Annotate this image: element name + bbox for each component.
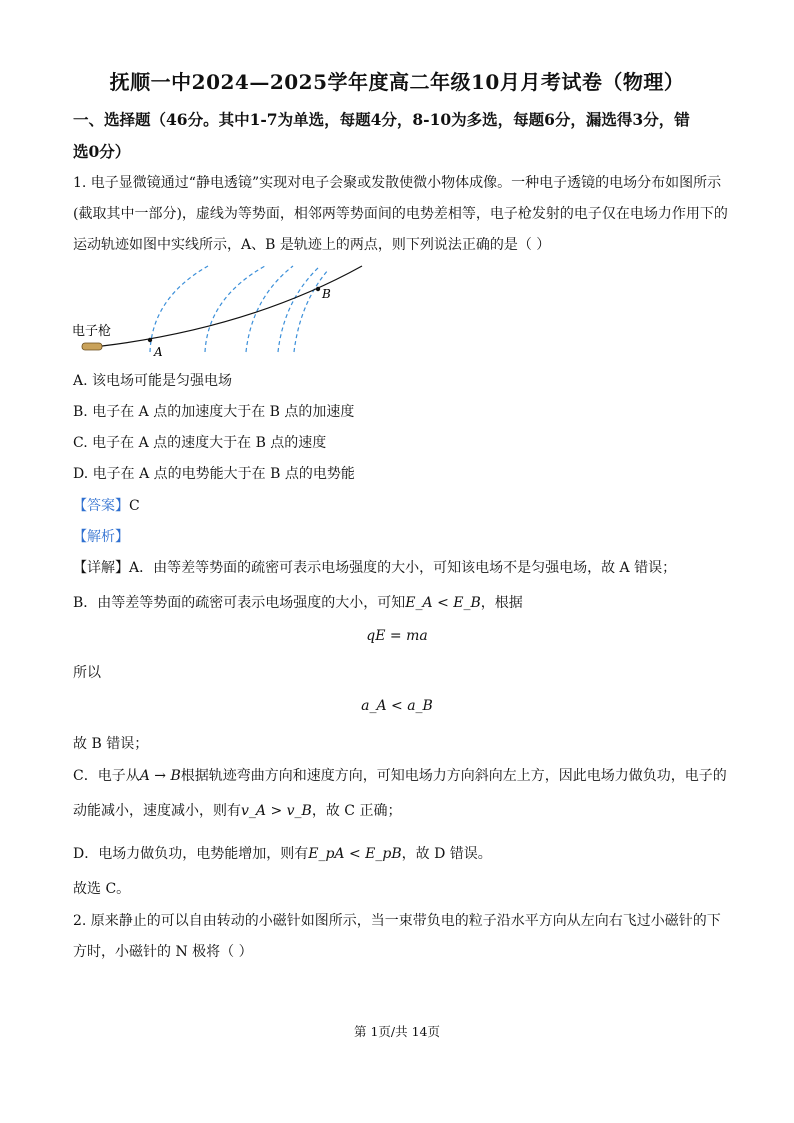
- q1-option-b: B. 电子在 A 点的加速度大于在 B 点的加速度: [73, 404, 355, 420]
- equipotential-line-3: [246, 266, 293, 352]
- answer-tag: 【答案】: [73, 498, 129, 514]
- equipotential-lines: [150, 266, 328, 352]
- equipotential-line-5: [294, 270, 328, 352]
- detail-b-text: B．由等差等势面的疏密可表示电场强度的大小，可知: [73, 595, 406, 611]
- detail-a-line: [73, 557, 676, 577]
- answer-line: [73, 495, 140, 515]
- point-b-label: B: [322, 287, 331, 301]
- detail-a-text: A．由等差等势面的疏密可表示电场强度的大小，可知该电场不是匀强电场，故 A 错误；: [129, 560, 677, 576]
- q1-figure: [70, 258, 370, 362]
- q1-stem-line1: 1. 电子显微镜通过“静电透镜”实现对电子会聚或发散使微小物体成像。一种电子透镜的电场分布如图所示: [73, 175, 722, 191]
- point-a-dot: [148, 338, 152, 342]
- q1-option-c: C. 电子在 A 点的速度大于在 B 点的速度: [73, 435, 327, 451]
- electron-trajectory: [102, 266, 362, 346]
- section-heading-line2: 选0分）: [73, 142, 131, 161]
- detail-b-relation: E_A < E_B: [405, 595, 481, 611]
- q2-stem-line1: 2. 原来静止的可以自由转动的小磁针如图所示，当一束带负电的粒子沿水平方向从左向右飞过小磁针的下: [73, 913, 721, 929]
- equation-qe-ma: qE = ma: [366, 628, 428, 644]
- equipotential-line-1: [150, 266, 208, 352]
- so-text: 所以: [73, 665, 101, 681]
- detail-c-line1: C．电子从A → B根据轨迹弯曲方向和速度方向，可知电场力方向斜向左上方，因此电场力做负功，电子的: [73, 768, 727, 784]
- detail-c-line2: 动能减小，速度减小，则有v_A > v_B，故 C 正确；: [73, 803, 402, 819]
- page-title: 抚顺一中2024—2025学年度高二年级10月月考试卷（物理）: [109, 70, 685, 94]
- b-wrong-text: 故 B 错误；: [73, 736, 149, 752]
- q2-stem-line2: 方时，小磁针的 N 极将（ ）: [73, 944, 253, 960]
- point-a-label: A: [154, 345, 163, 359]
- equipotential-line-2: [205, 266, 265, 352]
- page-footer: 第 1页/共 14页: [353, 1024, 441, 1039]
- q1-option-a: A. 该电场可能是匀强电场: [73, 373, 233, 389]
- analysis-tag: 【解析】: [73, 529, 129, 545]
- answer-value: C: [129, 498, 140, 514]
- conclusion-text: 故选 C。: [73, 881, 131, 897]
- detail-c-relation: v_A > v_B: [241, 803, 312, 819]
- detail-tag: 【详解】: [73, 560, 129, 576]
- detail-c-arrow: A → B: [139, 768, 181, 784]
- q1-stem-line2: (截取其中一部分)，虚线为等势面，相邻两等势面间的电势差相等，电子枪发射的电子仅在电场力作用下的: [73, 206, 728, 222]
- q1-option-d: D. 电子在 A 点的电势能大于在 B 点的电势能: [73, 466, 355, 482]
- electron-gun-label: 电子枪: [72, 324, 112, 339]
- electron-gun-icon: [82, 343, 102, 350]
- section-heading-line1: 一、选择题（46分。其中1-7为单选，每题4分，8-10为多选，每题6分，漏选得3分，错: [73, 110, 690, 129]
- q1-stem-line3: 运动轨迹如图中实线所示，A、B 是轨迹上的两点，则下列说法正确的是（ ）: [73, 237, 551, 253]
- equipotential-line-4: [278, 266, 320, 352]
- equation-acceleration: a_A < a_B: [361, 698, 433, 714]
- detail-d-relation: E_pA < E_pB: [308, 846, 402, 862]
- detail-d-line: D．电场力做负功，电势能增加，则有E_pA < E_pB，故 D 错误。: [73, 846, 492, 862]
- point-b-dot: [316, 287, 320, 291]
- detail-b-tail: ，根据: [480, 595, 523, 611]
- detail-b-line: [73, 592, 523, 612]
